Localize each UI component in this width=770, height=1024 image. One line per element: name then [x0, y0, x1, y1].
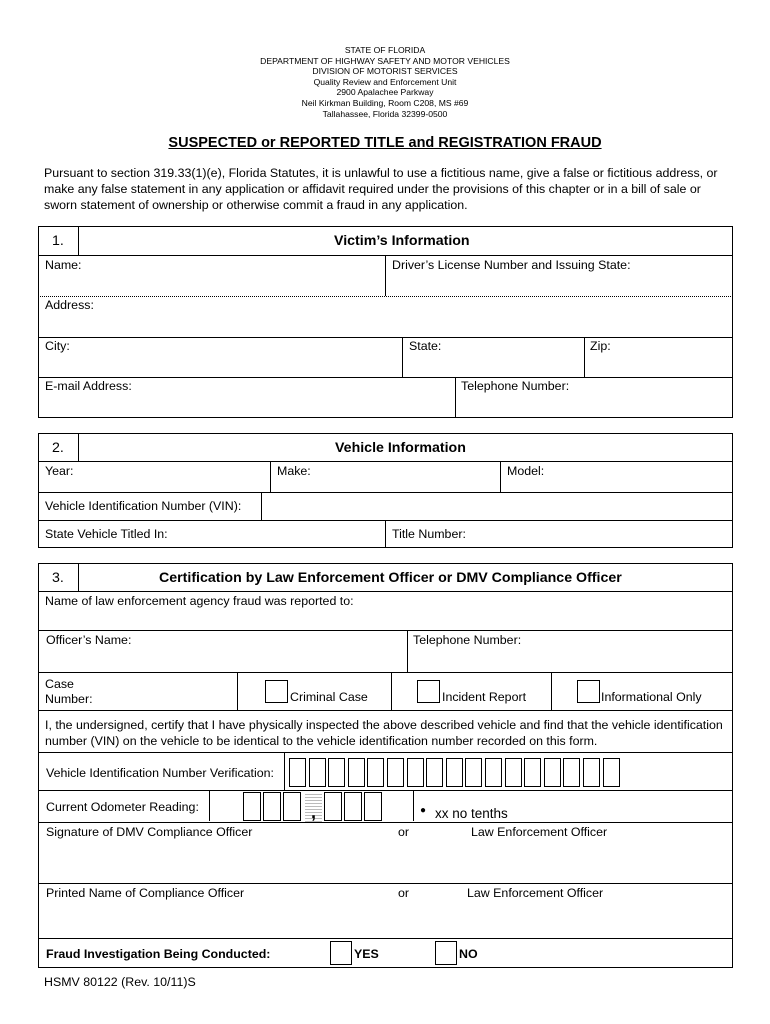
character-box[interactable]: [283, 792, 301, 821]
odometer-units-boxes[interactable]: [324, 792, 384, 821]
informational-only-label: Informational Only: [601, 690, 702, 704]
header-line: STATE OF FLORIDA: [344, 45, 426, 55]
certification-statement: I, the undersigned, certify that I have physically inspected the above described vehicle and find that the vehicle identification number (VIN) on the vehicle to be identical to the vehicle identification number recorded on this form.: [45, 718, 723, 748]
agency-label: Name of law enforcement agency fraud was reported to:: [45, 594, 354, 608]
section1-number: 1.: [52, 233, 64, 249]
character-box[interactable]: [309, 758, 326, 787]
officer-phone-label: Telephone Number:: [413, 633, 522, 647]
agency-header: [0, 45, 770, 119]
character-box[interactable]: [544, 758, 561, 787]
character-box[interactable]: [563, 758, 580, 787]
leo-label: Law Enforcement Officer: [471, 825, 608, 839]
address-label: Address:: [45, 298, 94, 312]
zip-label: Zip:: [590, 339, 611, 353]
character-box[interactable]: [485, 758, 502, 787]
city-label: City:: [45, 339, 70, 353]
character-box[interactable]: [243, 792, 261, 821]
officer-phone-field[interactable]: [409, 649, 732, 671]
case-label-line1: Case: [45, 677, 74, 691]
header-line: Tallahassee, Florida 32399-0500: [322, 108, 448, 119]
no-label: NO: [459, 947, 478, 961]
character-box[interactable]: [367, 758, 384, 787]
signature-label: Signature of DMV Compliance Officer: [46, 825, 253, 839]
title-number-label: Title Number:: [392, 527, 466, 541]
vin-field[interactable]: [263, 494, 732, 519]
character-box[interactable]: [407, 758, 424, 787]
character-box[interactable]: [465, 758, 482, 787]
character-box[interactable]: [289, 758, 306, 787]
section2-heading: Vehicle Information: [335, 440, 466, 456]
yes-label: YES: [354, 947, 379, 961]
officer-name-field[interactable]: [39, 649, 406, 671]
vin-verification-label: Vehicle Identification Number Verification:: [46, 766, 274, 780]
make-field[interactable]: [272, 478, 499, 491]
incident-report-label: Incident Report: [442, 690, 527, 704]
form-title: SUSPECTED or REPORTED TITLE and REGISTRATION FRAUD: [168, 135, 602, 151]
header-line: DEPARTMENT OF HIGHWAY SAFETY AND MOTOR VEHICLES: [260, 55, 510, 66]
character-box[interactable]: [426, 758, 443, 787]
character-box[interactable]: [505, 758, 522, 787]
victim-phone-label: Telephone Number:: [461, 379, 570, 393]
criminal-case-checkbox[interactable]: [265, 680, 288, 703]
officer-name-label: Officer’s Name:: [46, 633, 132, 647]
printed-name-field[interactable]: [39, 903, 732, 937]
address-field[interactable]: [39, 314, 732, 336]
character-box[interactable]: [583, 758, 600, 787]
character-box[interactable]: [328, 758, 345, 787]
state-titled-label: State Vehicle Titled In:: [45, 527, 168, 541]
or-label: or: [398, 825, 410, 839]
character-box[interactable]: [263, 792, 281, 821]
character-box[interactable]: [344, 792, 362, 821]
character-box[interactable]: [364, 792, 382, 821]
state-field[interactable]: [404, 355, 583, 376]
model-label: Model:: [507, 464, 545, 478]
email-field[interactable]: [39, 395, 454, 416]
year-field[interactable]: [39, 478, 269, 491]
yes-checkbox[interactable]: [330, 941, 352, 965]
character-box[interactable]: [524, 758, 541, 787]
character-box[interactable]: [603, 758, 620, 787]
section3-heading: Certification by Law Enforcement Officer or DMV Compliance Officer: [159, 570, 622, 586]
section1-heading: Victim’s Information: [334, 233, 470, 249]
character-box[interactable]: [324, 792, 342, 821]
state-label: State:: [409, 339, 442, 353]
section2-number: 2.: [52, 440, 64, 456]
header-line: Neil Kirkman Building, Room C208, MS #69: [301, 97, 469, 108]
header-line: Quality Review and Enforcement Unit: [313, 76, 457, 87]
no-tenths-label: xx no tenths: [435, 806, 508, 821]
header-line: 2900 Apalachee Parkway: [336, 87, 434, 98]
incident-report-checkbox[interactable]: [417, 680, 440, 703]
vin-verification-boxes[interactable]: [289, 758, 621, 787]
victim-name-label: Name:: [45, 258, 82, 272]
title-number-field[interactable]: [472, 522, 732, 547]
bullet-icon: ●: [420, 805, 427, 816]
zip-field[interactable]: [586, 355, 732, 376]
form-number: HSMV 80122 (Rev. 10/11)S: [44, 975, 196, 989]
victim-phone-field[interactable]: [457, 395, 732, 416]
odometer-thousands-boxes[interactable]: [243, 792, 303, 821]
character-box[interactable]: [446, 758, 463, 787]
make-label: Make:: [277, 464, 311, 478]
character-box[interactable]: [348, 758, 365, 787]
fraud-investigation-label: Fraud Investigation Being Conducted:: [46, 947, 271, 961]
state-titled-field[interactable]: [180, 522, 384, 547]
agency-field[interactable]: [39, 609, 732, 629]
section3-number: 3.: [52, 570, 64, 586]
city-field[interactable]: [39, 355, 401, 376]
signature-field[interactable]: [39, 842, 732, 882]
drivers-license-field[interactable]: [387, 273, 732, 295]
or-label: or: [398, 886, 410, 900]
no-checkbox[interactable]: [435, 941, 457, 965]
leo-label: Law Enforcement Officer: [467, 886, 604, 900]
odometer-label: Current Odometer Reading:: [46, 800, 199, 814]
year-label: Year:: [45, 464, 74, 478]
criminal-case-label: Criminal Case: [290, 690, 368, 704]
vin-label: Vehicle Identification Number (VIN):: [45, 499, 242, 513]
drivers-license-label: Driver’s License Number and Issuing State:: [392, 258, 631, 272]
email-label: E-mail Address:: [45, 379, 132, 393]
printed-name-label: Printed Name of Compliance Officer: [46, 886, 245, 900]
informational-only-checkbox[interactable]: [577, 680, 600, 703]
header-line: DIVISION OF MOTORIST SERVICES: [312, 66, 458, 77]
model-field[interactable]: [502, 478, 732, 491]
intro-paragraph: Pursuant to section 319.33(1)(e), Florida Statutes, it is unlawful to use a fictitious name, give a false or fictitious address, or make any false statement in any application or affidavit required under the provisions of this chapter or in a bill of sale or sworn statement of ownership or otherwise commit a fraud in any application.: [44, 166, 718, 212]
case-number-field[interactable]: [100, 674, 236, 708]
victim-name-field[interactable]: [39, 273, 384, 295]
character-box[interactable]: [387, 758, 404, 787]
case-label-line2: Number:: [45, 692, 93, 706]
odometer-comma: ,: [311, 802, 317, 822]
